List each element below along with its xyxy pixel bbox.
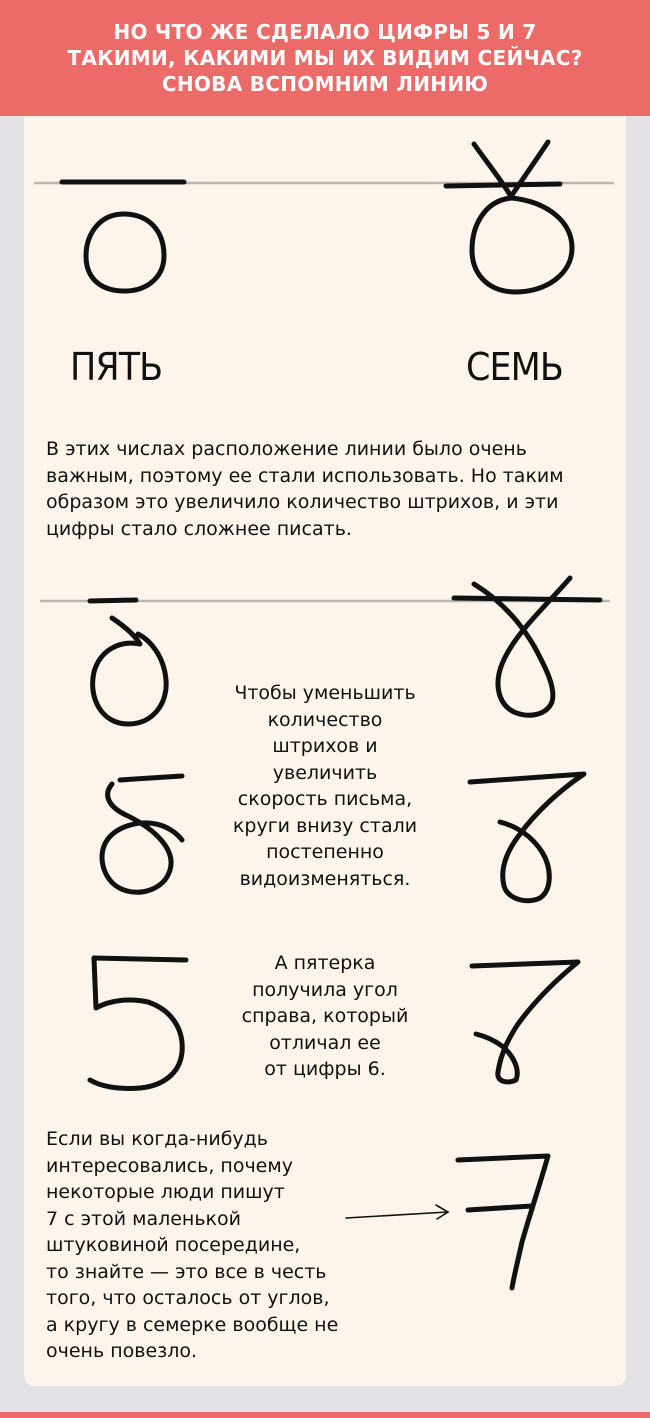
paragraph2-line-1: Чтобы уменьшить xyxy=(234,682,416,704)
paragraph1-line-3: образом это увеличило количество штрихов, и эти xyxy=(46,491,559,513)
arrow-right-icon xyxy=(346,1205,448,1219)
paragraph3-line-2: получила угол xyxy=(252,978,398,1001)
label-five: ПЯТЬ xyxy=(70,345,163,389)
seven-step3-angle xyxy=(472,962,578,1082)
paragraph2-line-8: видоизменяться. xyxy=(239,867,411,890)
paragraph2-line-7: постепенно xyxy=(266,841,384,863)
paragraph3-line-1: А пятерка xyxy=(274,952,376,974)
paragraph2-line-5: скорость письма, xyxy=(237,788,413,810)
five-step1-loop xyxy=(93,618,167,724)
paragraph1-line-1: В этих числах расположение линии было очень xyxy=(46,438,527,460)
header-line-3: СНОВА ВСПОМНИМ ЛИНИЮ xyxy=(161,72,489,96)
paragraph4-line-1: Если вы когда-нибудь xyxy=(46,1128,269,1150)
paragraph4-line-8: а кругу в семерке вообще не xyxy=(46,1313,339,1336)
paragraph1-line-4: цифры стало сложнее писать. xyxy=(46,517,352,540)
paragraph2-line-3: штрихов и xyxy=(272,735,378,757)
paragraph-five-angle xyxy=(215,950,435,1083)
paragraph2-line-4: увеличить xyxy=(272,761,378,784)
paragraph4-line-3: некоторые люди пишут xyxy=(46,1181,285,1203)
five-step2-bar xyxy=(120,776,182,780)
five-step2-loop xyxy=(102,784,182,892)
paragraph4-line-6: то знайте — это все в честь xyxy=(46,1260,327,1283)
paragraph-line-importance xyxy=(46,436,564,542)
label-seven: СЕМЬ xyxy=(466,345,563,389)
paragraph3-line-4: отличал ее xyxy=(269,1031,381,1054)
header-line-2: ТАКИМИ, КАКИМИ МЫ ИХ ВИДИМ СЕЙЧАС? xyxy=(67,46,583,70)
five-step3-body xyxy=(90,958,182,1089)
five-step1-bar xyxy=(90,600,136,601)
paragraph4-line-5: штуковиной посередине, xyxy=(46,1234,301,1256)
paragraph2-line-2: количество xyxy=(267,708,383,731)
five-with-line-drawing xyxy=(62,182,184,291)
five-step3-bar xyxy=(94,958,186,960)
paragraph3-line-5: от цифры 6. xyxy=(264,1058,386,1080)
final-seven-digit xyxy=(458,1156,548,1288)
paragraph-seven-crossbar xyxy=(46,1126,338,1365)
paragraph4-line-2: интересовались, почему xyxy=(46,1154,293,1177)
paragraph4-line-7: того, что осталось от углов, xyxy=(46,1287,330,1309)
seven-with-line-drawing xyxy=(446,142,572,292)
paragraph1-line-2: важным, поэтому ее стали использовать. Но таким xyxy=(46,464,564,487)
paragraph4-line-9: очень повезло. xyxy=(46,1340,198,1362)
paragraph4-line-4: 7 с этой маленькой xyxy=(46,1207,242,1230)
header-line-1: НО ЧТО ЖЕ СДЕЛАЛО ЦИФРЫ 5 И 7 xyxy=(113,20,537,44)
seven-step2-loop xyxy=(470,774,584,901)
seven-step1-loop xyxy=(454,578,600,715)
paragraph-circles-changed xyxy=(210,680,440,892)
paragraph3-line-3: справа, который xyxy=(241,1005,409,1027)
paragraph2-line-6: круги внизу стали xyxy=(232,814,418,837)
